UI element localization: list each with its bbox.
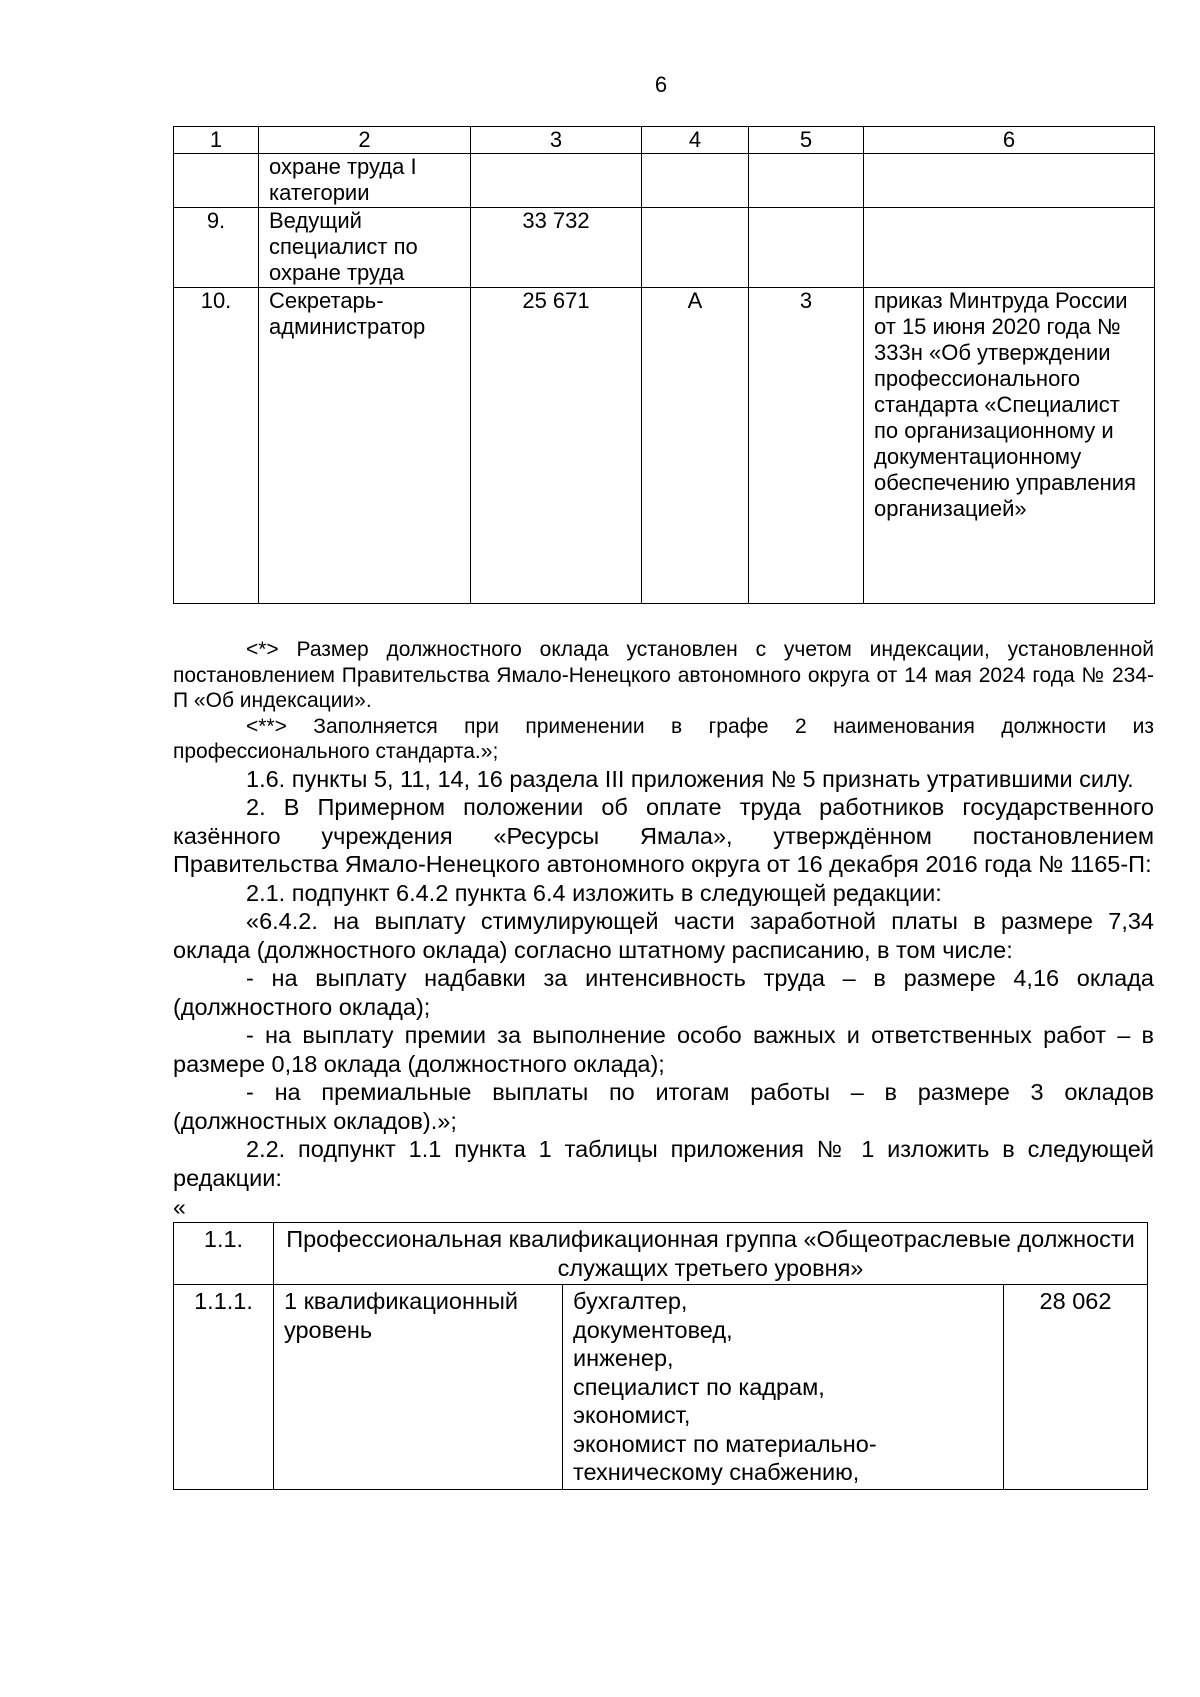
professional-standard: приказ Минтруда России от 15 июня 2020 года № 333н «Об утверждении профессионального стандарта «Специалист по организационному и документационному обеспечению управления организацией» — [864, 288, 1155, 604]
row-number: 10. — [174, 288, 259, 604]
header-cell: 1 — [174, 127, 259, 154]
table-header-row — [174, 127, 1155, 154]
paragraph: - на премиальные выплаты по итогам работы – в размере 3 окладов (должностных окладов).»; — [173, 1079, 1154, 1134]
position-item: экономист, — [573, 1402, 691, 1428]
paragraph: - на выплату премии за выполнение особо важных и ответственных работ – в размере 0,18 оклада (должностного оклада); — [173, 1022, 1154, 1077]
qualification-level — [642, 208, 749, 288]
header-cell: 6 — [864, 127, 1155, 154]
positions-list — [563, 1285, 1004, 1490]
row-number — [174, 154, 259, 208]
paragraph: 2.2. подпункт 1.1 пункта 1 таблицы приложения № 1 изложить в следующей редакции: — [173, 1136, 1154, 1191]
table-row — [174, 154, 1155, 208]
header-cell: 4 — [642, 127, 749, 154]
salary: 28 062 — [1004, 1285, 1148, 1490]
amendment-paragraphs — [173, 765, 1154, 1193]
position-name: Ведущий специалист по охране труда — [259, 208, 471, 288]
group-title: Профессиональная квалификационная группа «Общеотраслевые должности служащих третьего уровня» — [274, 1223, 1148, 1285]
qualification-sublevel: 3 — [749, 288, 864, 604]
row-number: 9. — [174, 208, 259, 288]
positions-table — [173, 126, 1155, 604]
professional-standard — [864, 208, 1155, 288]
opening-quote: « — [173, 1194, 186, 1220]
header-cell: 5 — [749, 127, 864, 154]
position-item: экономист по материально-техническому снабжению, — [573, 1430, 877, 1485]
position-item: бухгалтер, — [573, 1288, 688, 1314]
footnote: <**> Заполняется при применении в графе 2 наименования должности из профессионального стандарта.»; — [173, 714, 1154, 763]
qualification-level: А — [642, 288, 749, 604]
position-item: специалист по кадрам, — [573, 1373, 825, 1400]
paragraph: - на выплату надбавки за интенсивность труда – в размере 4,16 оклада (должностного оклада); — [173, 965, 1154, 1020]
header-cell: 3 — [471, 127, 642, 154]
paragraph: 2. В Примерном положении об оплате труда работников государственного казённого учреждения «Ресурсы Ямала», утверждённом постановлением Правительства Ямало-Ненецкого автономного округа от 16 декабря 2016 года № 1165-П: — [173, 794, 1154, 877]
position-item: инженер, — [573, 1345, 674, 1371]
salary — [471, 154, 642, 208]
table-row — [174, 1223, 1148, 1285]
qualification-level: 1 квалификационный уровень — [274, 1285, 563, 1490]
qualification-sublevel — [749, 208, 864, 288]
paragraph: 2.1. подпункт 6.4.2 пункта 6.4 изложить в следующей редакции: — [246, 879, 942, 906]
position-name: Секретарь-администратор — [259, 288, 471, 604]
salary: 25 671 — [471, 288, 642, 604]
table-row — [174, 288, 1155, 604]
footnote: <*> Размер должностного оклада установлен с учетом индексации, установленной постановлением Правительства Ямало-Ненецкого автономного округа от 14 мая 2024 года № 234-П «Об индексации». — [173, 638, 1154, 712]
salary: 33 732 — [471, 208, 642, 288]
table-row — [174, 1285, 1148, 1490]
group-number: 1.1. — [174, 1223, 274, 1285]
level-number: 1.1.1. — [174, 1285, 274, 1490]
page-number: 6 — [654, 72, 668, 97]
qualification-sublevel — [749, 154, 864, 208]
header-cell: 2 — [259, 127, 471, 154]
document-body — [173, 637, 1154, 1490]
qualification-table — [173, 1222, 1148, 1490]
footnotes — [173, 637, 1154, 765]
professional-standard — [864, 154, 1155, 208]
paragraph: «6.4.2. на выплату стимулирующей части заработной платы в размере 7,34 оклада (должностного оклада) согласно штатному расписанию, в том числе: — [173, 908, 1154, 963]
position-name: охране труда I категории — [259, 154, 471, 208]
qualification-level — [642, 154, 749, 208]
table-row — [174, 208, 1155, 288]
paragraph: 1.6. пункты 5, 11, 14, 16 раздела III приложения № 5 признать утратившими силу. — [246, 765, 1134, 792]
position-item: документовед, — [573, 1316, 733, 1343]
